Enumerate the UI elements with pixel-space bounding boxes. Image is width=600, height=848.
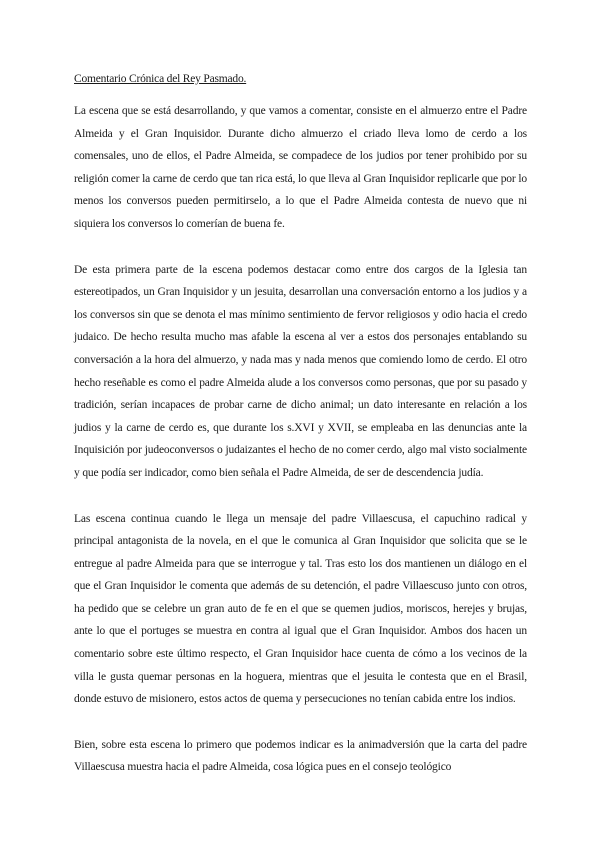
paragraph-1: La escena que se está desarrollando, y que vamos a comentar, consiste en el almuerzo entre el Padre Almeida y el Gran Inquisidor. Durante dicho almuerzo el criado lleva lomo de cerdo a los comensales, uno de ellos, el Padre Almeida, se compadece de los judios por tener prohibido por su religión comer la carne de cerdo que tan rica está, lo que lleva al Gran Inquisidor replicarle que por lo menos los conversos pueden permitirselo, a lo que el Padre Almeida contesta de nuevo que ni siquiera los conversos lo comerían de buena fe.	[74, 105, 527, 230]
document-body	[74, 70, 527, 779]
paragraph-3: Las escena continua cuando le llega un mensaje del padre Villaescusa, el capuchino radical y principal antagonista de la novela, en el que le comunica al Gran Inquisidor que solicita que se le entregue al padre Almeida para que se interrogue y tal. Tras esto los dos mantienen un diálogo en el que el Gran Inquisidor le comenta que además de su detención, el padre Villaescuso junto con otros, ha pedido que se celebre un gran auto de fe en el que se quemen judios, moriscos, herejes y brujas, ante lo que el portuges se muestra en contra al igual que el Gran Inquisidor. Ambos dos hacen un comentario sobre este último respecto, el Gran Inquisidor hace cuenta de cómo a los vecinos de la villa le gusta quemar personas en la hoguera, mientras que el jesuita le contesta que en el Brasil, donde estuvo de misionero, estos actos de quema y persecuciones no tenían cabida entre los indios.	[74, 512, 527, 706]
paragraph-2: De esta primera parte de la escena podemos destacar como entre dos cargos de la Iglesia tan estereotipados, un Gran Inquisidor y un jesuita, desarrollan una conversación entorno a los judios y a los conversos sin que se denota el mas mínimo sentimiento de fervor religiosos y odio hacia el credo judaico. De hecho resulta mucho mas afable la escena al ver a estos dos personajes entablando su conversación a la hora del almuerzo, y nada mas y nada menos que comiendo lomo de cerdo. El otro hecho reseñable es como el padre Almeida alude a los conversos como personas, que por su pasado y tradición, serían incapaces de probar carne de dicho animal; un dato interesante en relación a los judios y la carne de cerdo es, que durante los s.XVI y XVII, se empleaba en las denuncias ante la Inquisición por judeoconversos o judaizantes el hecho de no comer cerdo, algo mal visto socialmente y que podía ser indicador, como bien señala el Padre Almeida, de ser de descendencia judía.	[74, 263, 527, 479]
document-title: Comentario Crónica del Rey Pasmado.	[74, 73, 247, 85]
paragraph-4: Bien, sobre esta escena lo primero que podemos indicar es la animadversión que la carta del padre Villaescusa muestra hacia el padre Almeida, cosa lógica pues en el consejo teológico	[74, 738, 527, 774]
